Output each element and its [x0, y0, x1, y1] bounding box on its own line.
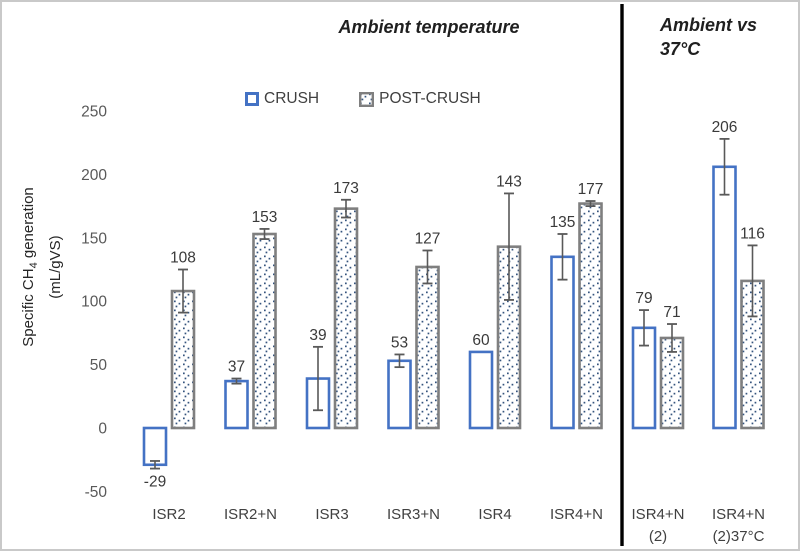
bar-crush-ISR4+N237C	[714, 167, 736, 428]
bar-crush-ISR4+N	[552, 257, 574, 428]
bar-crush-ISR3+N	[389, 361, 411, 428]
category-label-4: ISR4	[478, 506, 512, 523]
category-label-6-line2: (2)	[648, 528, 668, 545]
bar-chart-canvas	[2, 2, 798, 549]
category-label-2: ISR3	[315, 506, 349, 523]
y-axis-title-line1	[18, 145, 45, 389]
value-label-crush-0: -29	[143, 473, 167, 491]
chart-legend	[245, 90, 481, 108]
y-axis-title-part2: generation	[20, 187, 37, 263]
value-label-post-crush-6: 71	[663, 304, 681, 322]
value-label-post-crush-7: 116	[740, 225, 765, 243]
category-label-7-line2: (2)37°C	[712, 528, 765, 545]
value-label-crush-2: 39	[309, 326, 327, 344]
value-label-crush-5: 135	[549, 213, 576, 231]
value-label-crush-1: 37	[227, 358, 246, 376]
value-label-post-crush-1: 153	[251, 208, 278, 226]
value-label-crush-4: 60	[472, 331, 490, 349]
section-title-right-line2: 37°C	[660, 39, 701, 59]
category-label-7: ISR4+N	[712, 506, 765, 523]
category-label-5: ISR4+N	[550, 506, 603, 523]
y-axis-title	[18, 145, 62, 389]
bar-crush-ISR4	[470, 352, 492, 428]
bar-post-crush-ISR3	[335, 209, 357, 428]
value-label-crush-6: 79	[635, 290, 653, 308]
post-crush-swatch-icon	[359, 92, 374, 107]
y-tick-label-150: 150	[81, 230, 107, 248]
y-tick-label-0: 0	[98, 420, 107, 438]
y-axis-title-subscript: 4	[28, 262, 40, 269]
bar-post-crush-ISR2+N	[254, 234, 276, 428]
section-title-ambient-temperature: Ambient temperature	[338, 17, 520, 37]
y-tick-label--50: -50	[84, 483, 107, 501]
value-label-crush-3: 53	[390, 334, 409, 352]
value-label-crush-7: 206	[711, 118, 738, 136]
legend-item-crush	[245, 90, 319, 108]
bar-post-crush-ISR3+N	[417, 267, 439, 428]
y-tick-label-200: 200	[81, 166, 107, 184]
crush-swatch-icon	[245, 92, 259, 106]
category-label-0: ISR2	[152, 506, 186, 523]
legend-label-post-crush: POST-CRUSH	[379, 90, 481, 107]
category-label-3: ISR3+N	[387, 506, 440, 523]
y-tick-label-50: 50	[89, 357, 107, 375]
bar-post-crush-ISR4+N	[580, 204, 602, 428]
value-label-post-crush-0: 108	[170, 249, 196, 267]
section-title-right-line1: Ambient vs	[660, 15, 758, 35]
y-tick-label-100: 100	[81, 293, 107, 311]
value-label-post-crush-3: 127	[414, 230, 441, 248]
value-label-post-crush-5: 177	[577, 181, 604, 199]
legend-label-crush: CRUSH	[264, 90, 320, 107]
bar-crush-ISR2	[144, 428, 166, 465]
bar-crush-ISR2+N	[226, 381, 248, 428]
legend-item-post-crush	[359, 90, 481, 108]
value-label-post-crush-4: 143	[496, 173, 522, 191]
value-label-post-crush-2: 173	[333, 179, 359, 197]
category-label-6: ISR4+N	[631, 506, 685, 523]
section-title-ambient-vs-37c	[660, 13, 790, 61]
y-tick-label-250: 250	[81, 103, 107, 121]
y-axis-title-line2: (mL/gVS)	[47, 235, 64, 299]
y-axis-title-part1: Specific CH	[20, 268, 37, 347]
category-label-1: ISR2+N	[224, 506, 277, 523]
